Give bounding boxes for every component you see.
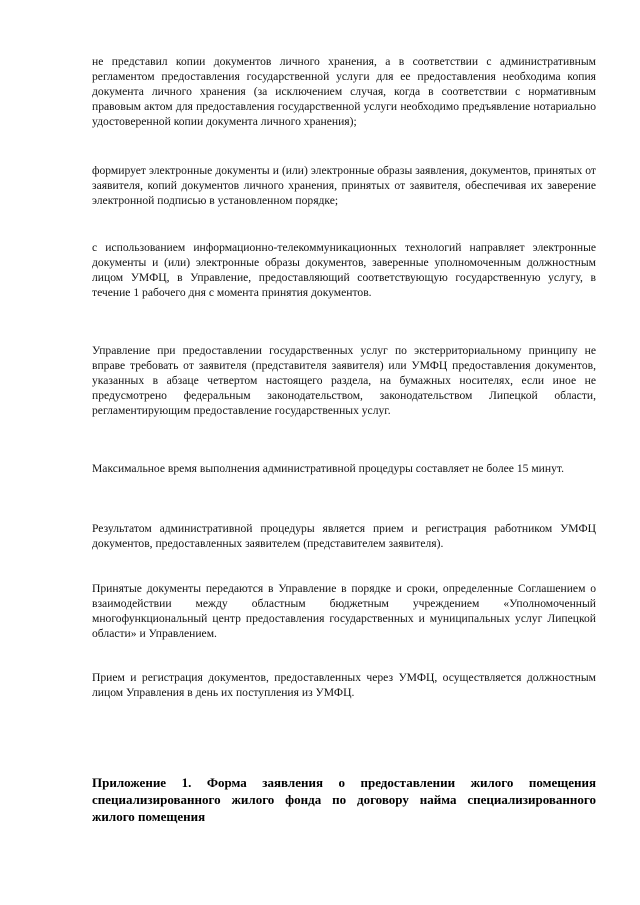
- appendix-heading: Приложение 1. Форма заявления о предоставлении жилого помещения специализированного жилого фонда по договору найма специализированного жилого помещения: [92, 775, 596, 824]
- paragraph-max-time: Максимальное время выполнения административной процедуры составляет не более 15 минут.: [92, 462, 564, 475]
- paragraph-extraterritorial-principle: Управление при предоставлении государственных услуг по экстерриториальному принципу не вправе требовать от заявителя (представителя заявителя) или УМФЦ предоставления документов, указанных в абзаце четвертом настоящего раздела, на бумажных носителях, если иное не предусмотрено федеральным законодательством, законодательством Липецкой области, регламентирующим предоставление государственных услуг.: [92, 344, 596, 417]
- paragraph-documents-transfer: Принятые документы передаются в Управление в порядке и сроки, определенные Соглашением о взаимодействии между областным бюджетным учреждением «Уполномоченный многофункциональный центр предоставления государственных и муниципальных услуг Липецкой области» и Управлением.: [92, 582, 596, 640]
- paragraph-telecom-transfer: с использованием информационно-телекоммуникационных технологий направляет электронные документы и (или) электронные образы документов, заверенные уполномоченным должностным лицом УМФЦ, в Управление, предоставляющий соответствующую государственную услугу, в течение 1 рабочего дня с момента принятия документов.: [92, 241, 596, 299]
- paragraph-procedure-result: Результатом административной процедуры является прием и регистрация работником УМФЦ документов, предоставленных заявителем (представителем заявителя).: [92, 522, 596, 550]
- paragraph-document-copies: не представил копии документов личного хранения, а в соответствии с административным регламентом предоставления государственной услуги для ее предоставления необходима копия документа личного хранения (за исключением случая, когда в соответствии с нормативным правовым актом для предоставления государственной услуги необходимо предъявление нотариально удостоверенной копии документа личного хранения);: [92, 55, 596, 128]
- paragraph-registration: Прием и регистрация документов, предоставленных через УМФЦ, осуществляется должностным лицом Управления в день их поступления из УМФЦ.: [92, 671, 596, 699]
- paragraph-electronic-documents: формирует электронные документы и (или) электронные образы заявления, документов, принятых от заявителя, копий документов личного хранения, принятых от заявителя, обеспечивая их заверение электронной подписью в установленном порядке;: [92, 164, 596, 207]
